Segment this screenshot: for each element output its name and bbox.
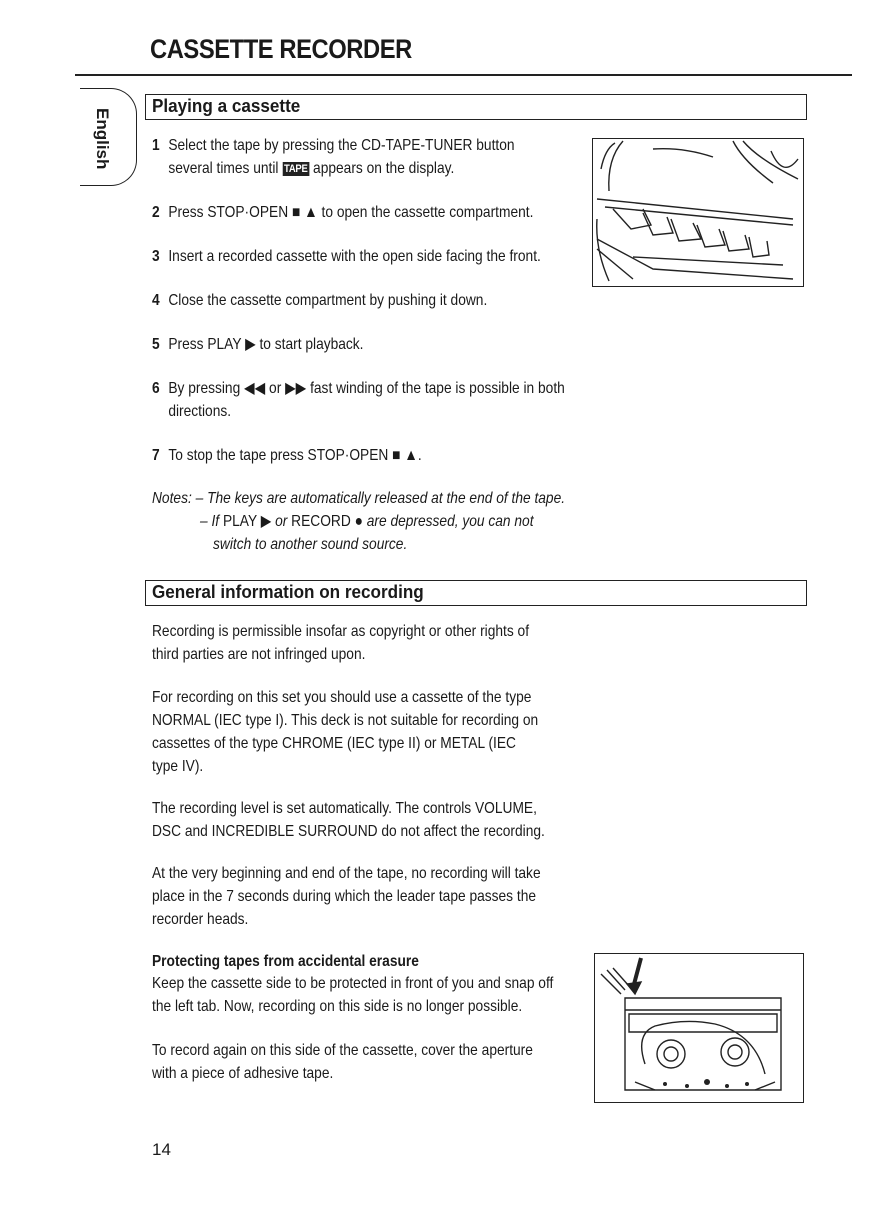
step-6-line-2: directions. — [168, 403, 232, 420]
cassette-deck-illustration — [592, 138, 804, 287]
paragraph-cassette-type: For recording on this set you should use a cassette of the type NORMAL (IEC type I). This deck is not suitable for recording on cassettes of the type CHROME (IEC type II) or METAL (IEC type IV). — [152, 689, 539, 775]
cassette-drawing-icon — [595, 954, 803, 1102]
step-7: 7 To stop the tape press STOP·OPEN ■ ▲. — [152, 447, 422, 464]
step-4: 4 Close the cassette compartment by pushing it down. — [152, 292, 488, 309]
paragraph-recording-level: The recording level is set automatically. The controls VOLUME, DSC and INCREDIBLE SURROUND do not affect the recording. — [152, 800, 545, 840]
page-title: CASSETTE RECORDER — [150, 34, 412, 64]
notes-line-2: – If PLAY ▶ or RECORD ● are depressed, you can not — [200, 513, 534, 530]
cassette-tab-illustration — [594, 953, 804, 1103]
step-6-line-1: 6 By pressing ◀◀ or ▶▶ fast winding of the tape is possible in both — [152, 380, 565, 397]
page-number: 14 — [152, 1140, 171, 1159]
protect-heading: Protecting tapes from accidental erasure — [152, 953, 419, 970]
paragraph-copyright: Recording is permissible insofar as copyright or other rights of third parties are not infringed upon. — [152, 623, 530, 663]
deck-drawing-icon — [593, 139, 803, 286]
section-title-playing: Playing a cassette — [152, 96, 301, 116]
notes-line-1: Notes: – The keys are automatically released at the end of the tape. — [152, 490, 566, 507]
step-1-line-1: 1 Select the tape by pressing the CD-TAPE-TUNER button — [152, 137, 515, 154]
language-tab-label: English — [93, 108, 112, 170]
paragraph-leader-tape: At the very beginning and end of the tape, no recording will take place in the 7 seconds during which the leader tape passes the recorder heads. — [152, 865, 541, 928]
step-1-line-2: several times until TAPE appears on the display. — [168, 160, 455, 177]
step-5: 5 Press PLAY ▶ to start playback. — [152, 336, 364, 353]
paragraph-record-again: To record again on this side of the cassette, cover the aperture with a piece of adhesive tape. — [152, 1042, 533, 1082]
step-2: 2 Press STOP·OPEN ■ ▲ to open the cassette compartment. — [152, 204, 534, 221]
paragraph-protect: Keep the cassette side to be protected in front of you and snap off the left tab. Now, recording on this side is no longer possible. — [152, 975, 554, 1015]
header-rule — [75, 74, 852, 76]
step-3: 3 Insert a recorded cassette with the open side facing the front. — [152, 248, 541, 265]
section-title-recording: General information on recording — [152, 582, 424, 602]
notes-line-3: switch to another sound source. — [213, 536, 408, 553]
tape-display-badge: TAPE — [284, 163, 308, 175]
